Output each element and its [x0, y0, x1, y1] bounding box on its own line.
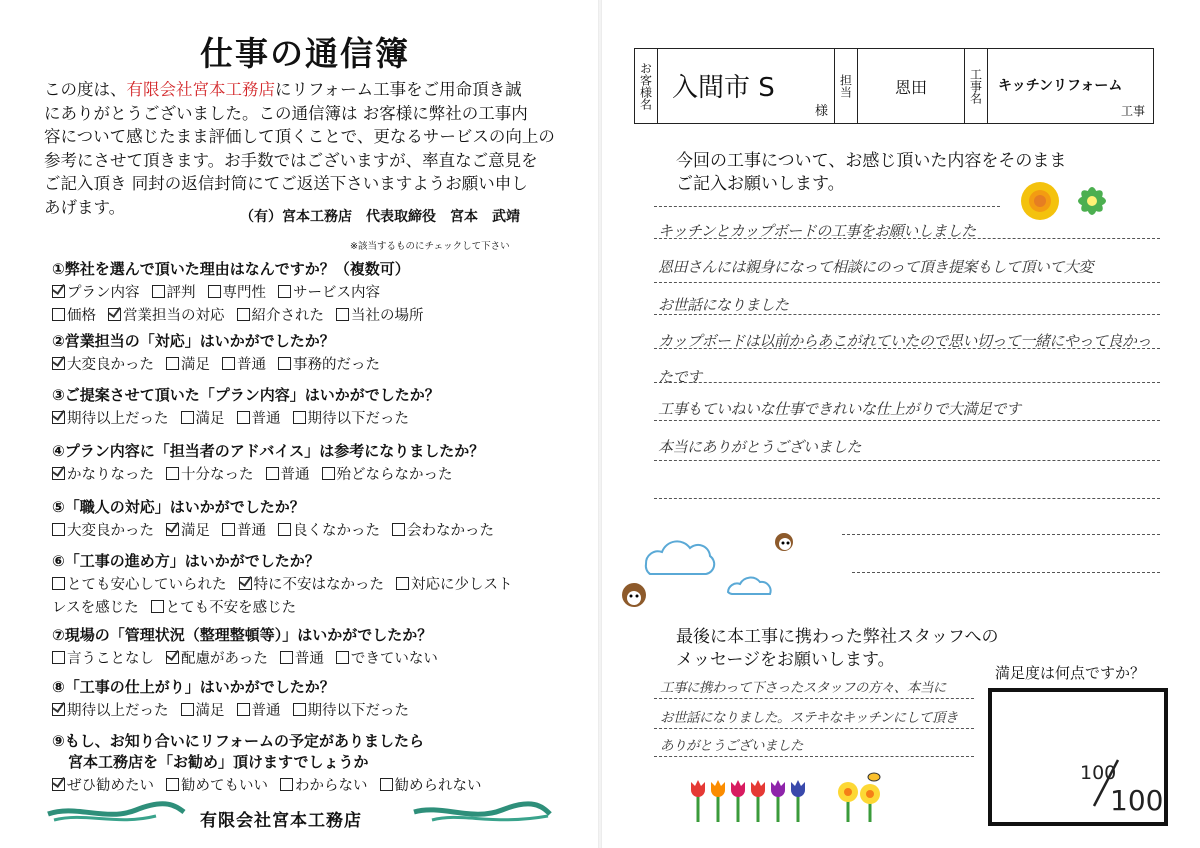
option-checkbox[interactable]: [52, 651, 154, 667]
option-label: サービス内容: [293, 285, 380, 301]
option-checkbox[interactable]: [52, 600, 139, 616]
option-checkbox[interactable]: [392, 523, 494, 539]
ruled-line: [842, 534, 1160, 535]
score-given: 100: [1080, 762, 1117, 784]
option-label: 事務的だった: [293, 357, 380, 373]
question-9: [52, 730, 494, 795]
option-label: ぜひ勧めたい: [67, 778, 154, 794]
empty-box-icon[interactable]: [152, 285, 165, 298]
intro-text: この度は、有限会社宮本工務店にリフォーム工事をご用命頂き誠 にありがとうございました。この通信簿は お客様に弊社の工事内 容について感じたまま評価して頂くことで、更なるサービスの向上の 参考にさせて頂きます。お手数ではございますが、率直なご意見を ご記入頂き 同封の返信封筒にてご返送下さいますようお願い申し あげます。: [44, 80, 555, 217]
ruled-line: [654, 698, 974, 699]
option-checkbox[interactable]: [151, 600, 297, 616]
handwritten-message: 工事に携わって下さったスタッフの方々、本当に: [660, 680, 946, 696]
question-title: ⑥「工事の進め方」はいかがでしたか？: [52, 552, 320, 570]
option-checkbox[interactable]: [396, 577, 513, 593]
empty-box-icon[interactable]: [280, 778, 293, 791]
option-label: 普通: [237, 523, 266, 539]
option-checkbox[interactable]: [166, 357, 210, 373]
option-label: 勧められない: [394, 778, 482, 794]
option-label: 普通: [280, 467, 310, 483]
empty-box-icon[interactable]: [396, 577, 409, 590]
option-row: [52, 699, 421, 720]
sama-suffix: 様: [814, 104, 828, 119]
question-title: ③ご提案させて頂いた「プラン内容」はいかがでしたか？: [52, 386, 440, 404]
customer-name: 入間市 S: [672, 73, 775, 103]
option-label: 満足: [195, 703, 225, 719]
question-5: [52, 496, 506, 540]
option-label: 特に不安はなかった: [253, 577, 384, 593]
option-checkbox[interactable]: [52, 411, 169, 427]
question-title: ②営業担当の「対応」はいかがでしたか？: [52, 332, 335, 350]
option-checkbox[interactable]: [266, 467, 310, 483]
option-checkbox[interactable]: [280, 651, 324, 667]
option-row: [52, 304, 436, 325]
checked-box-icon[interactable]: [52, 285, 65, 298]
option-label: 普通: [294, 651, 324, 667]
option-label: 営業担当の対応: [123, 308, 225, 324]
sunflower-decoration-icon: [834, 770, 886, 824]
option-checkbox[interactable]: [239, 577, 385, 593]
option-label: 普通: [251, 411, 281, 427]
option-checkbox[interactable]: [293, 703, 410, 719]
handwritten-comment: お世話になりました: [658, 296, 789, 314]
empty-box-icon[interactable]: [222, 357, 235, 370]
checked-box-icon[interactable]: [52, 357, 65, 370]
option-row: [52, 281, 436, 302]
company-name-highlight: 有限会社宮本工務店: [126, 80, 275, 99]
question-title: ①弊社を選んで頂いた理由はなんですか？（複数可）: [52, 260, 410, 278]
question-7: [52, 624, 450, 668]
empty-box-icon[interactable]: [52, 651, 65, 664]
option-label: 対応に少しスト: [411, 577, 513, 593]
decorative-wave-left: [46, 800, 186, 826]
option-checkbox[interactable]: [322, 467, 453, 483]
option-label: 大変良かった: [67, 523, 154, 539]
work-name: キッチンリフォーム: [998, 78, 1123, 94]
option-checkbox[interactable]: [52, 778, 154, 794]
option-checkbox[interactable]: [278, 285, 380, 301]
option-row: [52, 519, 506, 540]
question-8: [52, 676, 421, 720]
option-label: 殆どならなかった: [336, 467, 453, 483]
message-prompt: 最後に本工事に携わった弊社スタッフへの メッセージをお願いします。: [676, 627, 999, 670]
option-label: レスを感じた: [52, 600, 139, 616]
empty-box-icon[interactable]: [392, 523, 405, 536]
bird-decoration-icon: [616, 580, 652, 610]
option-row: [52, 596, 525, 617]
option-label: 当社の場所: [351, 308, 424, 324]
score-total: 100: [1110, 784, 1164, 817]
option-checkbox[interactable]: [52, 577, 227, 593]
handwritten-message: お世話になりました。ステキなキッチンにして頂き: [660, 710, 958, 726]
question-title: ⑨もし、お知り合いにリフォームの予定がありましたら: [52, 732, 424, 750]
checked-box-icon[interactable]: [166, 523, 179, 536]
option-label: 満足: [195, 411, 225, 427]
check-note: ※該当するものにチェックして下さい: [350, 241, 510, 252]
option-row: [52, 647, 450, 668]
empty-box-icon[interactable]: [278, 523, 291, 536]
flower-decoration-icon: [1018, 180, 1114, 222]
option-checkbox[interactable]: [237, 308, 325, 324]
checked-box-icon[interactable]: [52, 467, 65, 480]
question-3: [52, 384, 440, 428]
empty-box-icon[interactable]: [52, 523, 65, 536]
option-label: かなりなった: [67, 467, 154, 483]
question-title-line2: 宮本工務店を「お勧め」頂けますでしょうか: [68, 753, 369, 771]
option-checkbox[interactable]: [208, 285, 267, 301]
decorative-wave-right: [412, 800, 552, 826]
question-title: ④プラン内容に「担当者のアドバイス」は参考になりましたか？: [52, 442, 485, 460]
empty-box-icon[interactable]: [52, 308, 65, 321]
empty-box-icon[interactable]: [166, 467, 179, 480]
empty-box-icon[interactable]: [166, 778, 179, 791]
empty-box-icon[interactable]: [52, 577, 65, 590]
ruled-line: [654, 498, 1160, 499]
handwritten-comment: 本当にありがとうございました: [658, 438, 862, 456]
handwritten-message: ありがとうございました: [660, 738, 803, 754]
option-row: [52, 407, 440, 428]
option-label: 期待以下だった: [307, 703, 409, 719]
staff-name: 恩田: [858, 49, 965, 123]
option-label: 専門性: [222, 285, 266, 301]
option-checkbox[interactable]: [222, 523, 266, 539]
option-label: 会わなかった: [407, 523, 494, 539]
empty-box-icon[interactable]: [237, 411, 250, 424]
empty-box-icon[interactable]: [166, 357, 179, 370]
empty-box-icon[interactable]: [266, 467, 279, 480]
checked-box-icon[interactable]: [239, 577, 252, 590]
option-checkbox[interactable]: [166, 523, 210, 539]
customer-cell: [658, 49, 835, 123]
option-checkbox[interactable]: [336, 651, 438, 667]
option-checkbox[interactable]: [52, 467, 154, 483]
tulip-decoration-icon: [688, 776, 808, 824]
ruled-line: [654, 206, 1000, 207]
empty-box-icon[interactable]: [322, 467, 335, 480]
question-title: ⑦現場の「管理状況（整理整頓等）」はいかがでしたか？: [52, 626, 433, 644]
checked-box-icon[interactable]: [52, 703, 65, 716]
option-checkbox[interactable]: [166, 651, 268, 667]
ruled-line: [654, 382, 1160, 383]
empty-box-icon[interactable]: [181, 411, 194, 424]
option-label: 期待以上だった: [67, 411, 169, 427]
question-4: [52, 440, 484, 484]
handwritten-comment: カップボードは以前からあこがれていたので思い切って一緒にやって良かっ: [658, 332, 1151, 350]
option-checkbox[interactable]: [293, 411, 410, 427]
empty-box-icon[interactable]: [237, 308, 250, 321]
checked-box-icon[interactable]: [166, 651, 179, 664]
staff-label: 担当: [835, 49, 858, 123]
option-label: 期待以上だった: [67, 703, 169, 719]
ruled-line: [654, 460, 1160, 461]
option-label: とても不安を感じた: [165, 600, 297, 616]
ruled-line: [654, 728, 974, 729]
option-label: 紹介された: [251, 308, 324, 324]
option-checkbox[interactable]: [52, 285, 140, 301]
option-label: 満足: [181, 523, 210, 539]
option-row: [52, 774, 494, 795]
empty-box-icon[interactable]: [151, 600, 164, 613]
handwritten-comment: キッチンとカップボードの工事をお願いしました: [658, 222, 976, 240]
ruled-line: [852, 572, 1160, 573]
ruled-line: [654, 282, 1160, 283]
option-checkbox[interactable]: [52, 357, 154, 373]
comment-prompt: 今回の工事について、お感じ頂いた内容をそのまま ご記入お願いします。: [676, 151, 1067, 194]
handwritten-comment: たです: [658, 368, 702, 386]
checked-box-icon[interactable]: [52, 411, 65, 424]
option-label: わからない: [295, 778, 368, 794]
empty-box-icon[interactable]: [222, 523, 235, 536]
option-label: 良くなかった: [293, 523, 380, 539]
handwritten-comment: 工事もていねいな仕事できれいな仕上がりで大満足です: [658, 400, 1021, 418]
question-2: [52, 330, 392, 374]
signature: （有）宮本工務店 代表取締役 宮本 武靖: [240, 209, 520, 225]
option-checkbox[interactable]: [52, 703, 169, 719]
ruled-line: [654, 420, 1160, 421]
handwritten-comment: 恩田さんには親身になって相談にのって頂き提案もして頂いて大変: [658, 258, 1093, 276]
empty-box-icon[interactable]: [280, 651, 293, 664]
checked-box-icon[interactable]: [108, 308, 121, 321]
option-checkbox[interactable]: [181, 411, 225, 427]
option-row: [52, 573, 525, 594]
option-checkbox[interactable]: [380, 778, 482, 794]
empty-box-icon[interactable]: [336, 308, 349, 321]
option-label: できていない: [350, 651, 438, 667]
option-checkbox[interactable]: [222, 357, 266, 373]
work-suffix: 工事: [1120, 104, 1145, 118]
empty-box-icon[interactable]: [208, 285, 221, 298]
option-checkbox[interactable]: [336, 308, 424, 324]
header-table: [634, 48, 1154, 124]
option-row: [52, 353, 392, 374]
option-checkbox[interactable]: [52, 523, 154, 539]
page-title: 仕事の通信簿: [200, 34, 410, 73]
empty-box-icon[interactable]: [336, 651, 349, 664]
page-fold: [598, 0, 602, 848]
option-label: 価格: [67, 308, 96, 324]
question-title: ⑧「工事の仕上がり」はいかがでしたか？: [52, 678, 335, 696]
ruled-line: [654, 756, 974, 757]
cloud-decoration-icon: [636, 530, 806, 610]
empty-box-icon[interactable]: [380, 778, 393, 791]
score-question: 満足度は何点ですか？: [995, 664, 1146, 682]
option-label: 評判: [166, 285, 196, 301]
empty-box-icon[interactable]: [278, 285, 291, 298]
option-label: 言うことなし: [67, 651, 154, 667]
option-label: 満足: [181, 357, 210, 373]
question-title: ⑤「職人の対応」はいかがでしたか？: [52, 498, 305, 516]
option-checkbox[interactable]: [52, 308, 96, 324]
score-box: [988, 688, 1168, 826]
option-checkbox[interactable]: [166, 778, 268, 794]
option-row: [52, 463, 484, 484]
work-label: 工事名: [965, 49, 988, 123]
option-checkbox[interactable]: [237, 703, 281, 719]
option-checkbox[interactable]: [280, 778, 368, 794]
option-checkbox[interactable]: [108, 308, 225, 324]
option-checkbox[interactable]: [278, 523, 380, 539]
empty-box-icon[interactable]: [237, 703, 250, 716]
option-checkbox[interactable]: [166, 467, 254, 483]
option-label: 期待以下だった: [307, 411, 409, 427]
option-label: 大変良かった: [67, 357, 154, 373]
empty-box-icon[interactable]: [181, 703, 194, 716]
option-label: 勧めてもいい: [181, 778, 268, 794]
option-label: プラン内容: [67, 285, 140, 301]
empty-box-icon[interactable]: [293, 703, 306, 716]
empty-box-icon[interactable]: [278, 357, 291, 370]
empty-box-icon[interactable]: [293, 411, 306, 424]
option-label: 十分なった: [181, 467, 254, 483]
question-1: [52, 258, 436, 325]
option-checkbox[interactable]: [152, 285, 196, 301]
option-checkbox[interactable]: [181, 703, 225, 719]
option-label: とても安心していられた: [67, 577, 227, 593]
option-label: 配慮があった: [181, 651, 268, 667]
work-cell: [988, 49, 1153, 123]
option-label: 普通: [251, 703, 281, 719]
option-checkbox[interactable]: [237, 411, 281, 427]
question-6: [52, 550, 525, 617]
option-checkbox[interactable]: [278, 357, 380, 373]
footer-company: 有限会社宮本工務店: [200, 811, 362, 831]
customer-label: お客様名: [635, 49, 658, 123]
checked-box-icon[interactable]: [52, 778, 65, 791]
option-label: 普通: [237, 357, 266, 373]
